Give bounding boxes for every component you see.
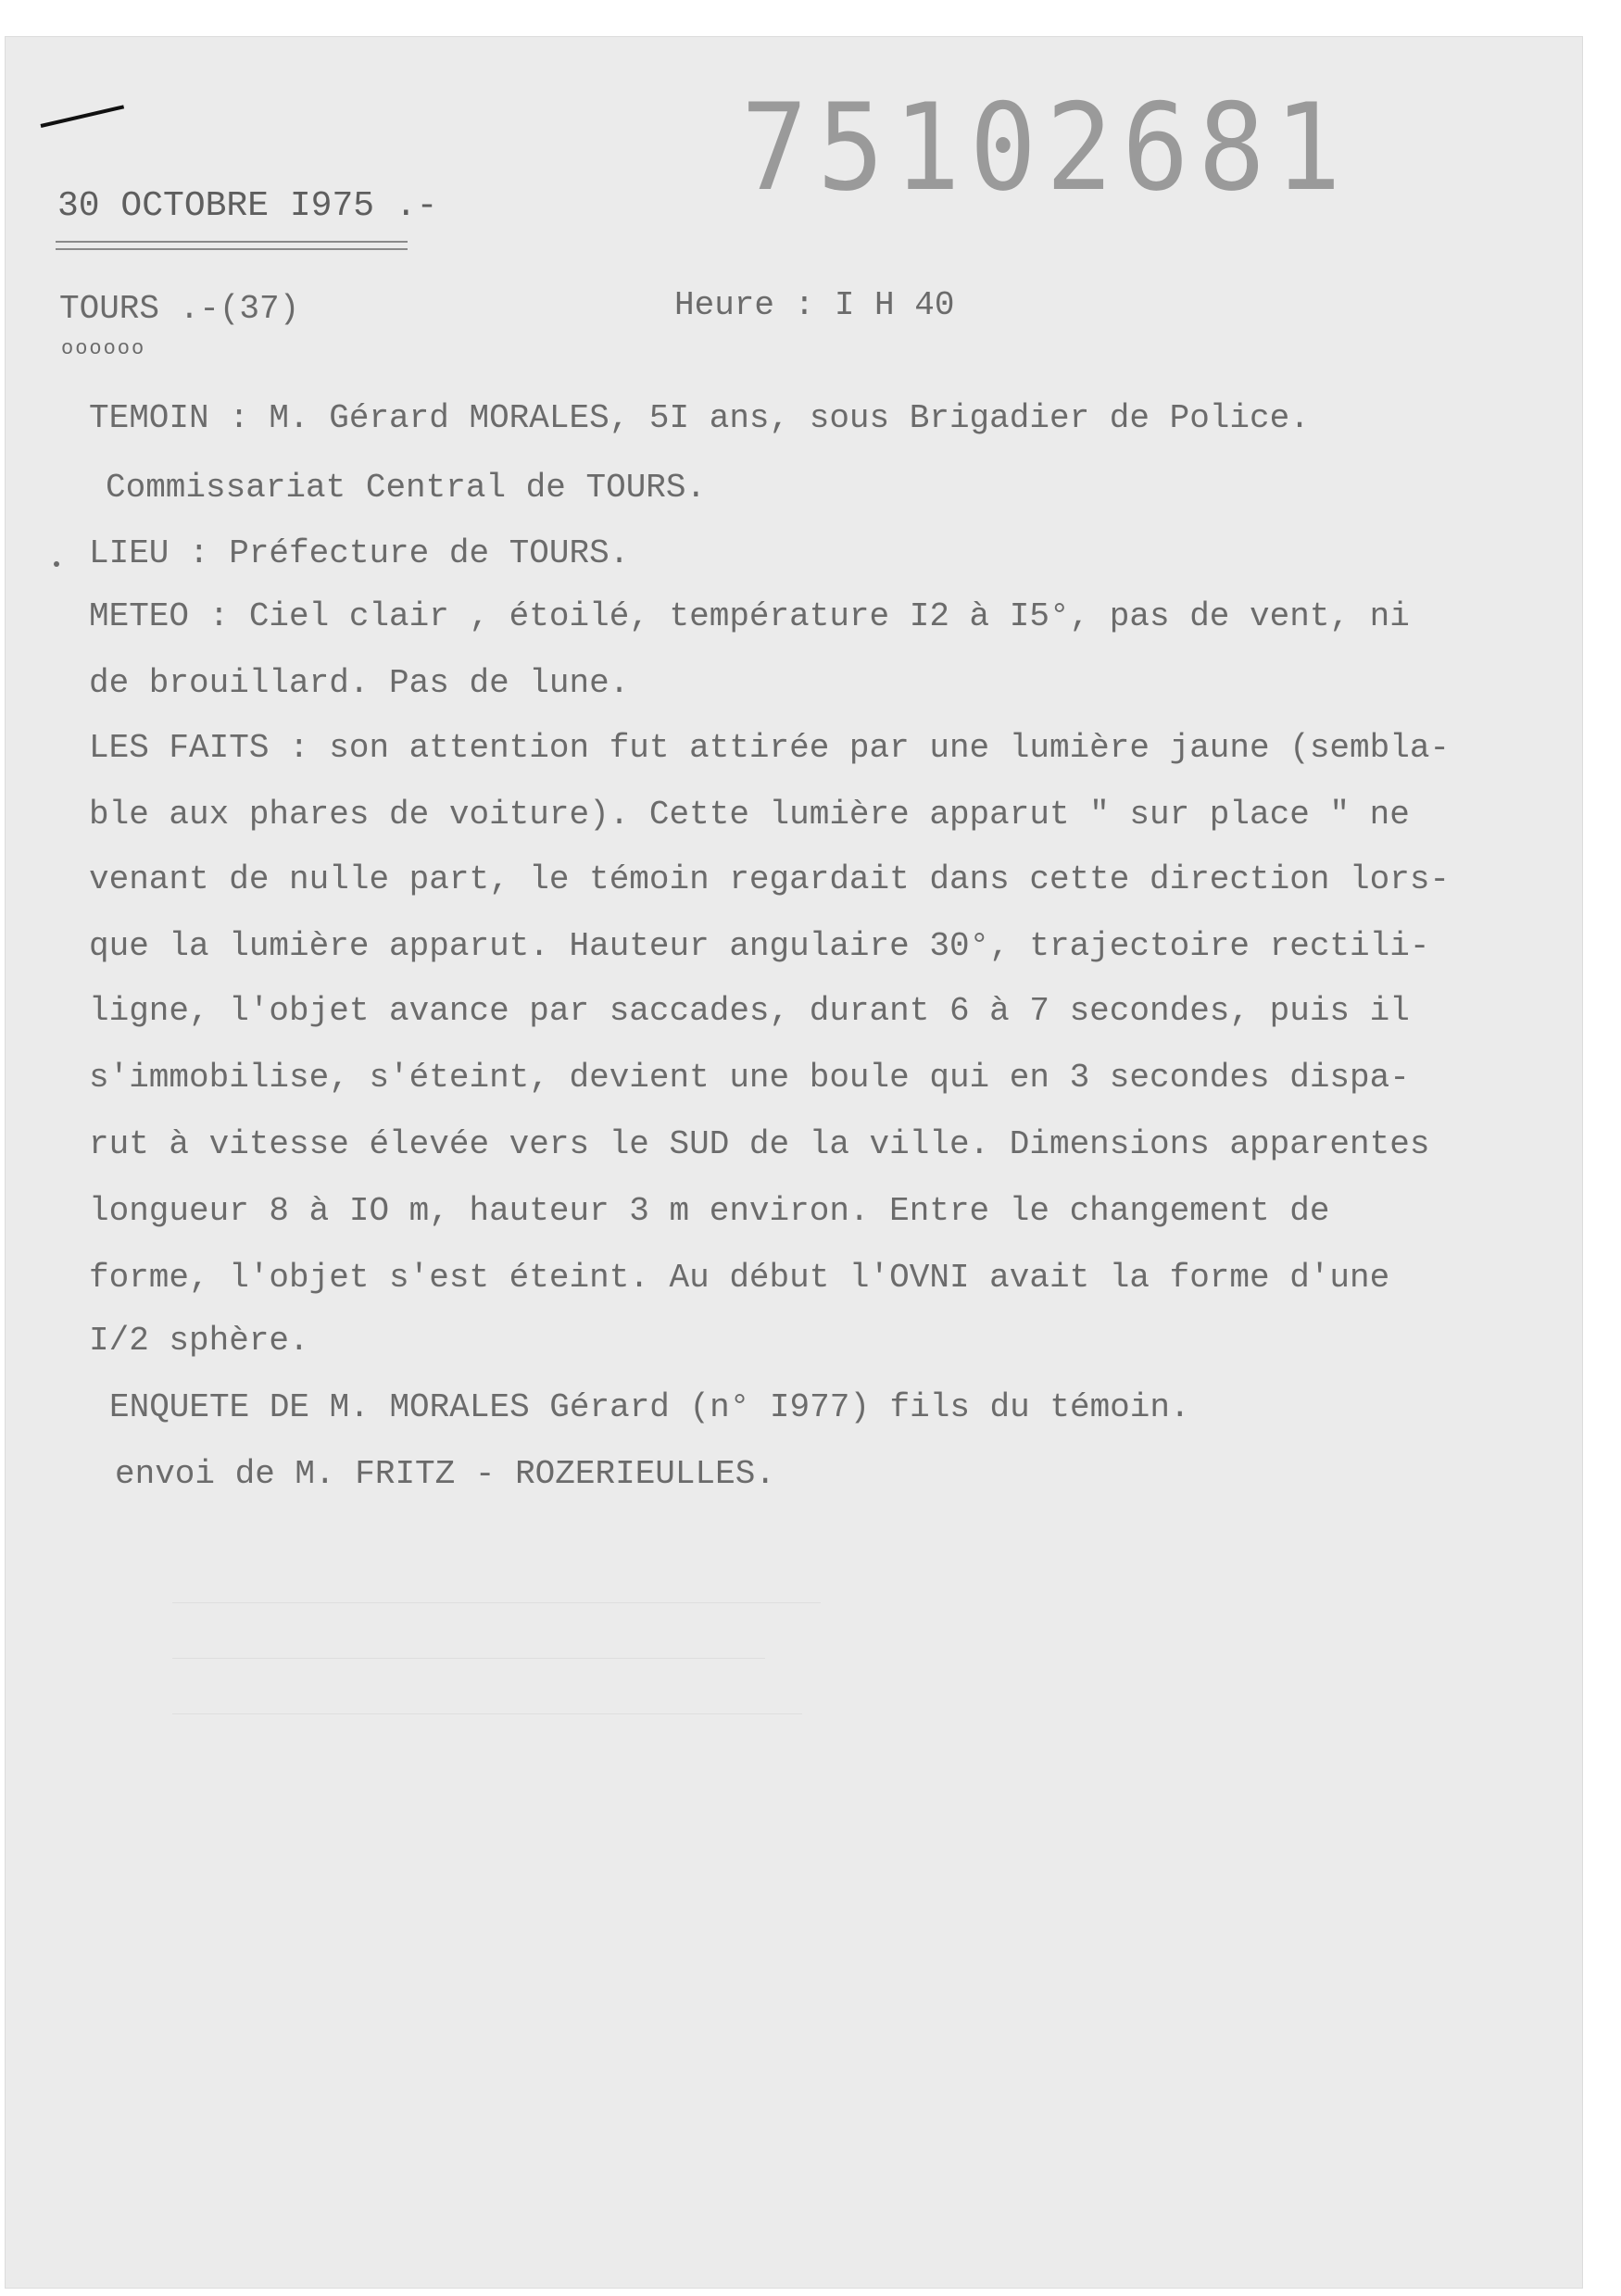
document-date: 30 OCTOBRE I975 .-: [57, 186, 438, 226]
investigation-line: ENQUETE DE M. MORALES Gérard (n° I977) fils du témoin.: [109, 1388, 1190, 1426]
facts-line: que la lumière apparut. Hauteur angulaire 30°, trajectoire rectili-: [89, 927, 1430, 965]
facts-line: rut à vitesse élevée vers le SUD de la ville. Dimensions apparentes: [89, 1125, 1430, 1163]
document-reference-number: 75102681: [741, 79, 1351, 219]
location-line: LIEU : Préfecture de TOURS.: [89, 534, 630, 572]
facts-line: longueur 8 à IO m, hauteur 3 m environ. Entre le changement de: [89, 1192, 1330, 1230]
margin-dot: [54, 561, 59, 567]
facts-line: s'immobilise, s'éteint, devient une boule qui en 3 secondes dispa-: [89, 1059, 1410, 1097]
faint-rule: [172, 1602, 821, 1603]
facts-line: LES FAITS : son attention fut attirée par une lumière jaune (sembla-: [89, 729, 1451, 767]
facts-line: venant de nulle part, le témoin regardait dans cette direction lors-: [89, 860, 1451, 898]
date-underline: [56, 241, 408, 243]
faint-rule: [172, 1658, 765, 1659]
separator-dots: oooooo: [61, 337, 146, 360]
date-underline: [56, 248, 408, 250]
time-heading: Heure : I H 40: [674, 286, 955, 324]
weather-line: METEO : Ciel clair , étoilé, température I2 à I5°, pas de vent, ni: [89, 597, 1410, 635]
witness-line: TEMOIN : M. Gérard MORALES, 5I ans, sous Brigadier de Police.: [89, 399, 1310, 437]
sender-line: envoi de M. FRITZ - ROZERIEULLES.: [115, 1455, 775, 1493]
location-heading: TOURS .-(37): [59, 290, 300, 328]
facts-line: ligne, l'objet avance par saccades, durant 6 à 7 secondes, puis il: [89, 992, 1410, 1030]
facts-line: forme, l'objet s'est éteint. Au début l'OVNI avait la forme d'une: [89, 1259, 1390, 1297]
facts-line: ble aux phares de voiture). Cette lumière apparut " sur place " ne: [89, 796, 1410, 834]
weather-line-cont: de brouillard. Pas de lune.: [89, 664, 630, 702]
facts-line: I/2 sphère.: [89, 1322, 309, 1360]
witness-affiliation-line: Commissariat Central de TOURS.: [106, 469, 707, 507]
faint-rule: [172, 1713, 802, 1714]
